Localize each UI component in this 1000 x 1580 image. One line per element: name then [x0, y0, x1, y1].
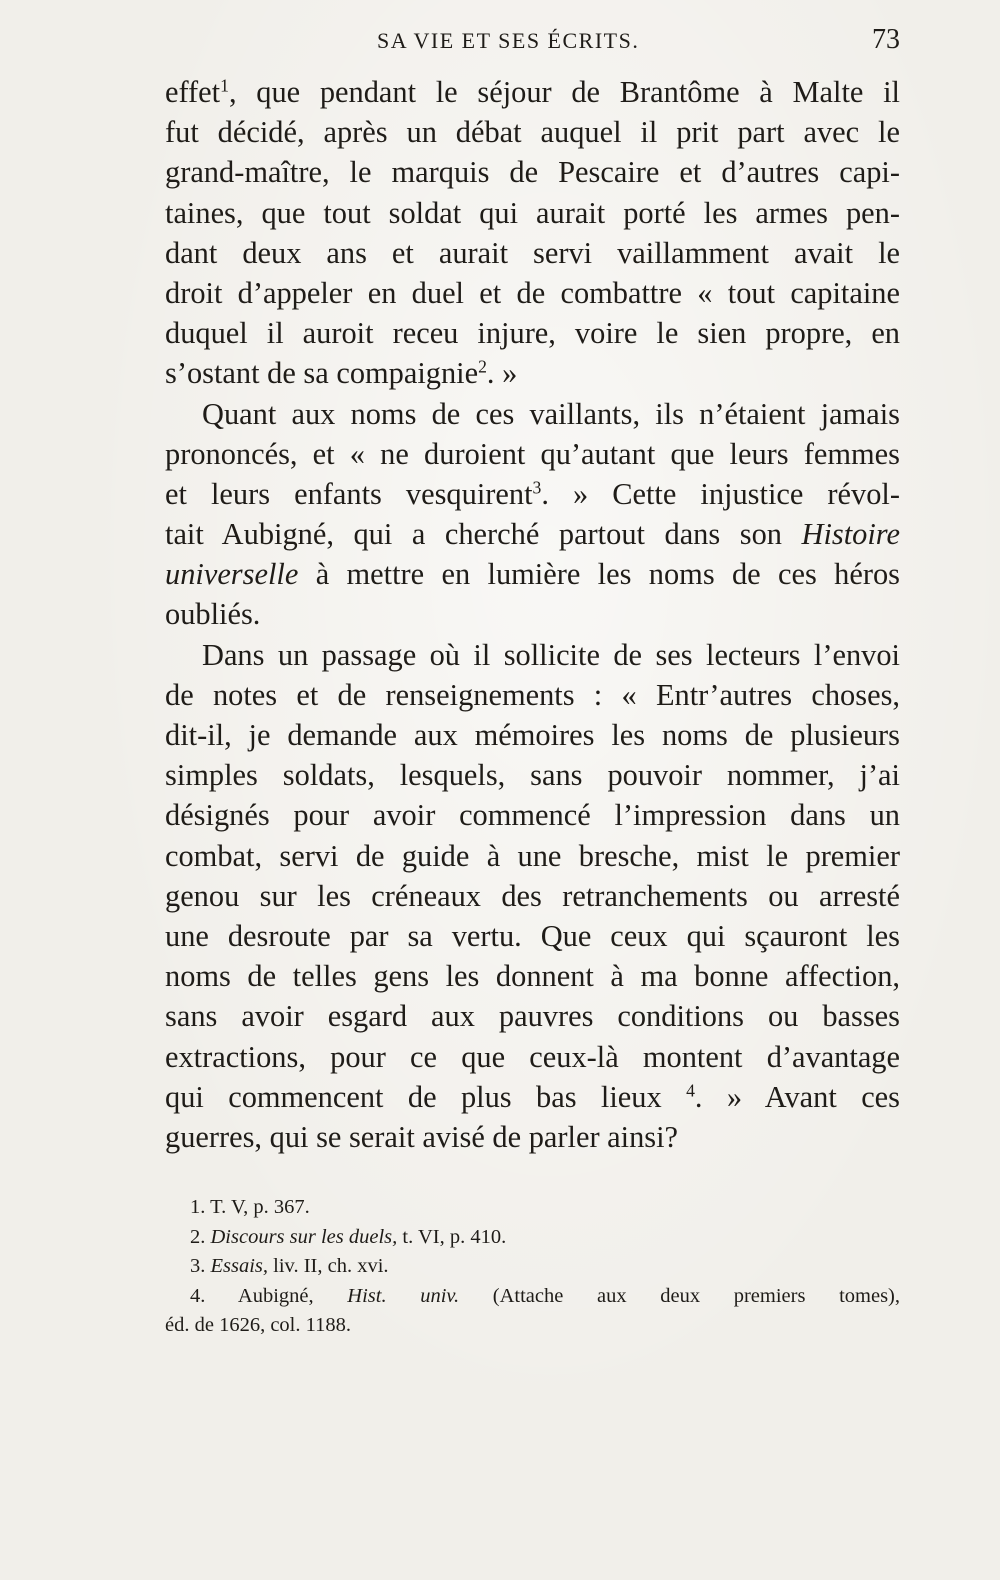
- footnote-ref: 3: [532, 477, 542, 498]
- footnote-ref: 1: [220, 75, 229, 96]
- footnote-4-continued: éd. de 1626, col. 1188.: [165, 1314, 351, 1336]
- text-line: de notes et de renseignements : « Entr’autres choses,: [165, 677, 900, 712]
- text-line: fut décidé, après un débat auquel il prit part avec le: [165, 115, 900, 150]
- footnote-ref: 4: [686, 1080, 695, 1101]
- text-line: prononcés, et « ne duroient qu’autant que leurs femmes: [165, 436, 900, 471]
- text-line: oubliés.: [165, 597, 261, 632]
- text-line: noms de telles gens les donnent à ma bonne affection,: [165, 959, 900, 994]
- text-line: dant deux ans et aurait servi vaillamment avait le: [165, 235, 900, 270]
- footnotes: [165, 1193, 900, 1341]
- text-line: combat, servi de guide à une bresche, mist le premier: [165, 838, 900, 873]
- text-line: une desroute par sa vertu. Que ceux qui sçauront les: [165, 918, 900, 953]
- text-line: genou sur les créneaux des retranchements ou arresté: [165, 878, 900, 913]
- page-number: 73: [872, 24, 900, 55]
- running-title: SA VIE ET SES ÉCRITS.: [377, 28, 640, 53]
- text-line: duquel il auroit receu injure, voire le sien propre, en: [165, 316, 900, 351]
- text-line: effet$^1$, que pendant le séjour de Brantôme à Malte il: [165, 75, 900, 109]
- paragraph-start-line: Quant aux noms de ces vaillants, ils n’étaient jamais: [202, 396, 900, 431]
- text-line: dit-il, je demande aux mémoires les noms de plusieurs: [165, 718, 900, 752]
- text-line: taines, que tout soldat qui aurait porté les armes pen-: [165, 195, 900, 230]
- footnote-ref: 2: [478, 356, 487, 377]
- text-line: grand-maître, le marquis de Pescaire et d’autres capi-: [165, 155, 900, 190]
- text-line: tait Aubigné, qui a cherché partout dans son Histoire: [165, 517, 900, 552]
- running-head: [165, 22, 900, 62]
- text-line: universelle à mettre en lumière les noms de ces héros: [165, 557, 900, 592]
- text-line: et leurs enfants vesquirent$^3$. » Cette injustice révol-: [165, 476, 900, 511]
- text-line: extractions, pour ce que ceux-là montent d’avantage: [165, 1039, 900, 1074]
- text-line: s’ostant de sa compaignie$^2$. »: [165, 356, 518, 391]
- footnote-4: 4. Aubigné, Hist. univ. (Attache aux deux premiers tomes),: [190, 1284, 900, 1307]
- footnote-1: 1. T. V, p. 367.: [190, 1196, 310, 1218]
- text-line: sans avoir esgard aux pauvres conditions ou basses: [165, 999, 900, 1034]
- paragraph-start-line: Dans un passage où il sollicite de ses lecteurs l’envoi: [202, 637, 900, 672]
- text-line: désignés pour avoir commencé l’impression dans un: [165, 798, 900, 833]
- text-line: guerres, qui se serait avisé de parler ainsi?: [165, 1119, 679, 1154]
- footnote-2: 2. Discours sur les duels, t. VI, p. 410.: [190, 1225, 507, 1248]
- text-line: droit d’appeler en duel et de combattre « tout capitaine: [165, 275, 900, 310]
- text-line: simples soldats, lesquels, sans pouvoir nommer, j’ai: [165, 758, 900, 793]
- body-text: [165, 72, 900, 1157]
- footnote-3: 3. Essais, liv. II, ch. xvi.: [190, 1255, 389, 1277]
- text-line: qui commencent de plus bas lieux $^4$. » Avant ces: [165, 1079, 900, 1114]
